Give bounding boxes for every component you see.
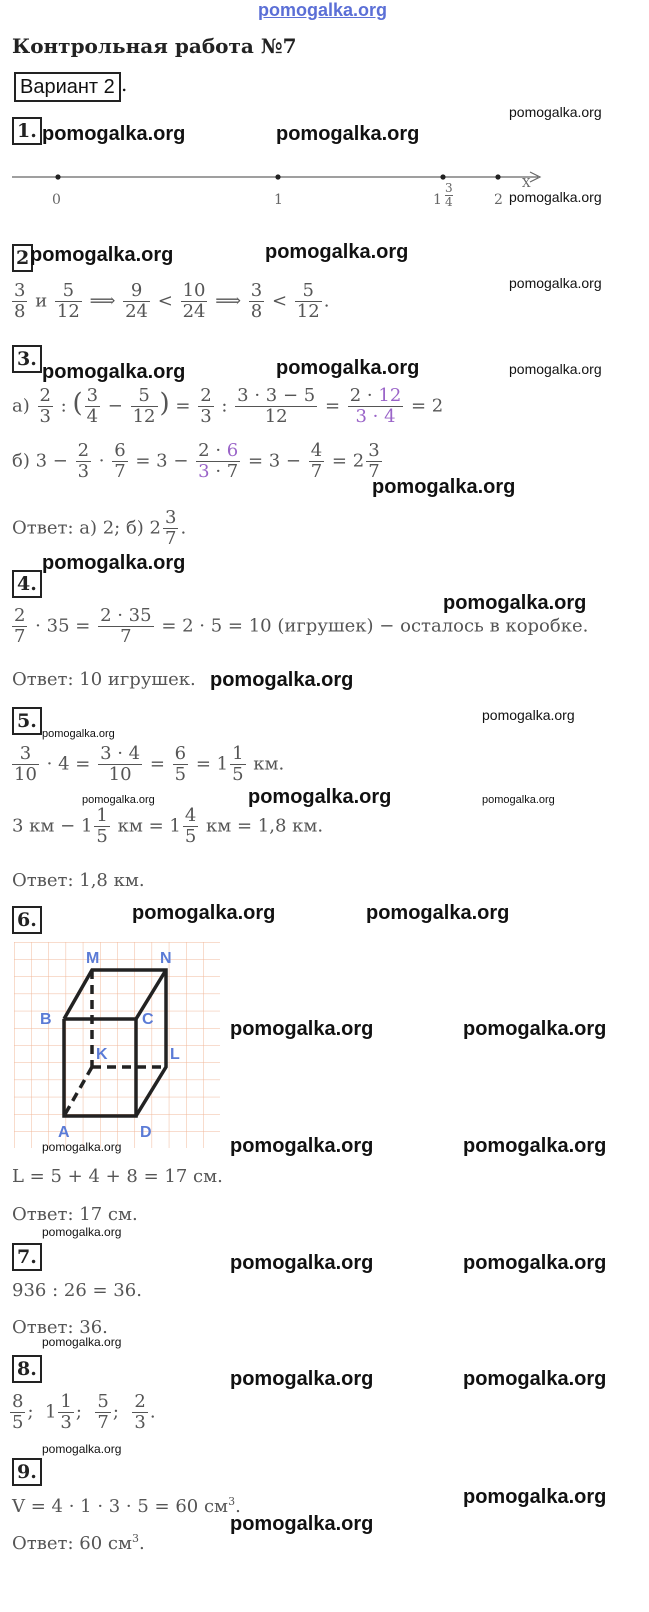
watermark: pomogalka.org [42, 552, 186, 574]
watermark: pomogalka.org [230, 1252, 374, 1274]
vertex-C: C [142, 1011, 154, 1028]
watermark: pomogalka.org [30, 244, 174, 266]
axis-label: X [522, 176, 531, 190]
cube-exp: 3 [131, 1532, 139, 1545]
fraction: $\frac{3}{8}$ [250, 280, 263, 322]
tick-1: 1 [274, 192, 283, 208]
watermark: pomogalka.org [509, 189, 602, 205]
tick-1-3-4-whole: 1 [433, 192, 442, 208]
watermark-top[interactable]: pomogalka.org [258, 0, 388, 20]
vertex-L: L [170, 1046, 180, 1063]
watermark: pomogalka.org [42, 728, 115, 740]
less-than: < [271, 290, 288, 312]
watermark: pomogalka.org [42, 361, 186, 383]
task-7-number: 7. [12, 1243, 42, 1271]
watermark: pomogalka.org [132, 902, 276, 924]
watermark: pomogalka.org [372, 476, 516, 498]
watermark: pomogalka.org [265, 241, 409, 263]
watermark: pomogalka.org [82, 794, 155, 806]
vertex-A: A [58, 1124, 70, 1141]
tick-frac-den: 4 [445, 195, 453, 209]
task-7-answer: Ответ: 36. [12, 1317, 108, 1338]
and-word: и [35, 290, 48, 312]
answer-text: Ответ: а) 2; б) 2 [12, 517, 161, 539]
watermark: pomogalka.org [509, 361, 602, 377]
equation-tail: = 2 · 5 = 10 (игрушек) − осталось в коробке. [161, 615, 589, 637]
watermark: pomogalka.org [42, 123, 186, 145]
watermark: pomogalka.org [210, 669, 354, 691]
watermark: pomogalka.org [230, 1368, 374, 1390]
task-5-line-1: $\frac{3}{10}$ · 4 = $\frac{3 \cdot 4}{10}$ = $\frac{6}{5}$ = 1 $\frac{1}{5}$ км. [14, 743, 285, 785]
line-head: 3 км − 1 [12, 815, 93, 837]
tick-2: 2 [494, 192, 503, 208]
point-1-3-4 [440, 174, 445, 179]
task-4-answer: Ответ: 10 игрушек. [12, 669, 196, 690]
watermark: pomogalka.org [230, 1018, 374, 1040]
watermark: pomogalka.org [42, 1140, 122, 1154]
watermark: pomogalka.org [482, 794, 555, 806]
watermark: pomogalka.org [463, 1252, 607, 1274]
watermark: pomogalka.org [463, 1486, 607, 1508]
watermark: pomogalka.org [230, 1135, 374, 1157]
task-6-answer: Ответ: 17 см. [12, 1204, 138, 1225]
vertex-D: D [140, 1124, 152, 1141]
line-tail: км = 1,8 км. [206, 815, 324, 837]
task-3b-equation: б) 3 − $\frac{2}{3}$ · $\frac{6}{7}$ = 3 − $\frac{2 \cdot 6}{3 \cdot 7}$ = 3 − $\frac{4}{7}$ = 2 $\frac{3}{7}$ [12, 440, 380, 482]
cube-exp: 3 [228, 1495, 236, 1508]
point-0 [55, 174, 60, 179]
task-5-line-2: 3 км − 1 $\frac{1}{5}$ км = 1 $\frac{4}{5}$ км = 1,8 км. [12, 805, 324, 847]
watermark: pomogalka.org [443, 592, 587, 614]
watermark: pomogalka.org [509, 104, 602, 120]
fraction: $\frac{10}{24}$ [182, 280, 206, 322]
answer-text: Ответ: 60 см [12, 1533, 132, 1554]
variant-dot: . [121, 72, 128, 96]
watermark: pomogalka.org [276, 123, 420, 145]
line-mid: км = 1 [117, 815, 181, 837]
page-title: Контрольная работа №7 [12, 34, 297, 58]
period: . [323, 290, 330, 312]
point-1 [275, 174, 280, 179]
task-9-equation: V = 4 · 1 · 3 · 5 = 60 $см^3$. [12, 1495, 241, 1517]
vertex-K: K [96, 1046, 108, 1063]
point-2 [495, 174, 500, 179]
watermark: pomogalka.org [248, 786, 392, 808]
task-7-equation: 936 : 26 = 36. [12, 1280, 142, 1301]
watermark: pomogalka.org [463, 1018, 607, 1040]
watermark: pomogalka.org [276, 357, 420, 379]
vertex-M: M [86, 950, 100, 967]
watermark: pomogalka.org [42, 1442, 122, 1456]
watermark: pomogalka.org [230, 1513, 374, 1535]
watermark: pomogalka.org [482, 707, 575, 723]
implies-arrow: ⟹ [89, 290, 116, 312]
unit-km: км. [253, 753, 285, 775]
vertex-B: B [40, 1011, 52, 1028]
task-3-number: 3. [12, 345, 42, 373]
fraction: $\frac{5}{12}$ [56, 280, 80, 322]
less-than: < [157, 290, 173, 312]
tick-0: 0 [52, 192, 61, 208]
task-8-fractions: $\frac{8}{5}$ ; 1 $\frac{1}{3}$ ; $\frac{5}{7}$ ; $\frac{2}{3}$ . [12, 1391, 156, 1433]
fraction: $\frac{5}{12}$ [296, 280, 320, 322]
cube-grid-figure [14, 942, 220, 1148]
part-a-label: а) [12, 395, 30, 417]
task-1-number: 1. [12, 117, 42, 145]
watermark: pomogalka.org [463, 1368, 607, 1390]
task-9-answer: Ответ: 60 $см^3$. [12, 1532, 145, 1554]
task-2-number: 2 [12, 244, 33, 272]
part-b-label: б) [12, 450, 30, 472]
volume-eq: V = 4 · 1 · 3 · 5 = 60 см [12, 1496, 229, 1517]
task-3a-equation: а) $\frac{2}{3}$ : ( $\frac{3}{4}$ − $\frac{5}{12}$ ) = $\frac{2}{3}$ : $\frac{3 \cdot 3 - 5}{12}$ = $\frac{2 \cdot 12}{3 \cdot 4}$ = 2 [12, 385, 444, 427]
watermark: pomogalka.org [463, 1135, 607, 1157]
watermark: pomogalka.org [42, 1335, 122, 1349]
task-5-answer: Ответ: 1,8 км. [12, 870, 145, 891]
task-8-number: 8. [12, 1355, 42, 1383]
fraction: $\frac{3}{8}$ [14, 280, 26, 322]
vertex-N: N [160, 950, 172, 967]
task-3-answer: Ответ: а) 2; б) 2 $\frac{3}{7}$ . [12, 507, 187, 549]
task-9-number: 9. [12, 1458, 42, 1486]
fraction: $\frac{9}{24}$ [125, 280, 149, 322]
task-5-number: 5. [12, 707, 42, 735]
watermark: pomogalka.org [42, 1225, 122, 1239]
tick-frac-num: 3 [445, 181, 453, 195]
watermark: pomogalka.org [509, 275, 602, 291]
task-6-number: 6. [12, 906, 42, 934]
task-2-equation [10, 281, 329, 322]
tick-1-3-4-frac [445, 182, 453, 209]
implies-arrow: ⟹ [215, 290, 242, 312]
task-4-equation: $\frac{2}{7}$ · 35 = $\frac{2 \cdot 35}{7}$ = 2 · 5 = 10 (игрушек) − осталось в коробке. [14, 605, 589, 647]
watermark: pomogalka.org [366, 902, 510, 924]
variant-label: Вариант 2 [14, 72, 121, 102]
task-6-equation: L = 5 + 4 + 8 = 17 см. [12, 1166, 223, 1187]
task-4-number: 4. [12, 570, 42, 598]
